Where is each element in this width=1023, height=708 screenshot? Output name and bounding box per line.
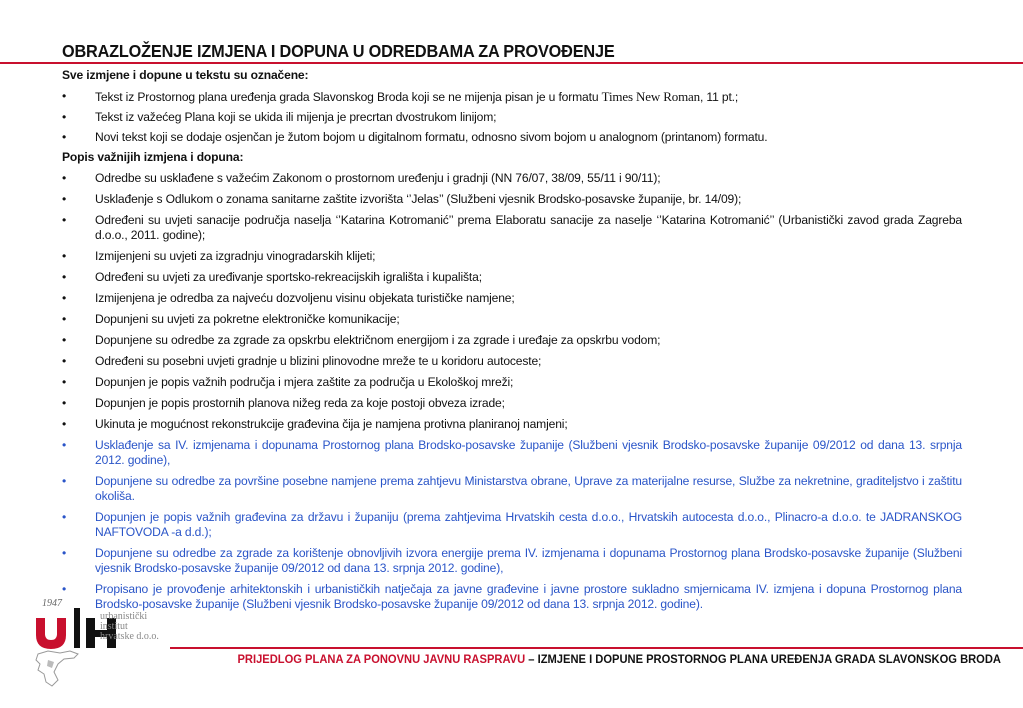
list-item-new: [62, 438, 962, 468]
bullet-icon: •: [62, 438, 67, 452]
logo-text: [100, 612, 159, 642]
bullet-icon: •: [62, 130, 67, 144]
list-item: [62, 130, 962, 145]
list-item: [62, 270, 962, 285]
list-item-text: Ukinuta je mogućnost rekonstrukcije građevina čija je namjena protivna planiranoj namjeni;: [95, 417, 568, 431]
list-item-text: Određeni su uvjeti sanacije područja naselja ‘’Katarina Kotromanić’’ prema Elaboratu sanacije za naselje ‘’Katarina Kotromanić’’ (Urbanistički zavod grada Zagreba d.o.o., 2011. godine);: [95, 213, 962, 242]
bullet-icon: •: [62, 510, 67, 524]
list-item-text: Odredbe su usklađene s važećim Zakonom o prostornom uređenju i gradnji (NN 76/07, 38/09, 55/11 i 90/11);: [95, 171, 661, 185]
list-item: [62, 291, 962, 306]
bullet-icon: •: [62, 333, 67, 347]
bullet-icon: •: [62, 110, 67, 124]
list-item-text: Izmijenjeni su uvjeti za izgradnju vinogradarskih klijeti;: [95, 249, 376, 263]
list-item-text: Dopunjen je popis važnih područja i mjera zaštite za područja u Ekološkoj mreži;: [95, 375, 514, 389]
list-item: [62, 417, 962, 432]
bullet-icon: •: [62, 375, 67, 389]
list-item-new: [62, 474, 962, 504]
list-item-text: Novi tekst koji se dodaje osjenčan je žutom bojom u digitalnom formatu, odnosno sivom bojom u analognom (printanom) formatu.: [95, 130, 768, 144]
list-item-text: Izmijenjena je odredba za najveću dozvoljenu visinu objekata turističke namjene;: [95, 291, 515, 305]
bullet-icon: •: [62, 417, 67, 431]
list-item-text: Dopunjene su odredbe za zgrade za opskrbu električnom energijom i za zgrade i uređaje za opskrbu vodom;: [95, 333, 661, 347]
list-item-text: Dopunjene su odredbe za površine posebne namjene prema zahtjevu Ministarstva obrane, Uprave za materijalne resurse, Službe za nekretnine, graditeljstvo i zaštitu okoliša.: [95, 474, 962, 503]
bullet-icon: •: [62, 192, 67, 206]
list-item-new: [62, 510, 962, 540]
list-item: [62, 249, 962, 264]
bullet-icon: •: [62, 546, 67, 560]
list-item-new: [62, 582, 962, 612]
footer: [237, 652, 1001, 666]
logo-text-line: institut: [100, 621, 128, 632]
list-item-text: Dopunjene su odredbe za zgrade za korištenje obnovljivih izvora energije prema IV. izmjenama i dopunama Prostornog plana Brodsko-posavske županije (Službeni vjesnik Brodsko-posavske županije 09/2012 od dana 13. srpnja 2012. godine),: [95, 546, 962, 575]
list-item: [62, 354, 962, 369]
list-item-text: Određeni su posebni uvjeti gradnje u blizini plinovodne mreže te u koridoru autoceste;: [95, 354, 542, 368]
list-item-text: Dopunjeni su uvjeti za pokretne elektroničke komunikacije;: [95, 312, 400, 326]
section-heading-changes: Popis važnijih izmjena i dopuna:: [62, 150, 244, 164]
bullet-icon: •: [62, 89, 67, 103]
list-item-text: Usklađenje s Odlukom o zonama sanitarne zaštite izvorišta ‘’Jelas’’ (Službeni vjesnik Brodsko-posavske županije, br. 14/09);: [95, 192, 742, 206]
markings-list: [62, 89, 962, 145]
logo-year: 1947: [42, 598, 62, 609]
list-item: [62, 89, 962, 105]
list-item: [62, 333, 962, 348]
footer-status: PRIJEDLOG PLANA ZA PONOVNU JAVNU RASPRAVU: [237, 652, 526, 666]
title-divider: [0, 62, 1023, 64]
list-item-text: Usklađenje sa IV. izmjenama i dopunama Prostornog plana Brodsko-posavske županije (Službeni vjesnik Brodsko-posavske županije 09/2012 od dana 13. srpnja 2012. godine),: [95, 438, 962, 467]
bullet-icon: •: [62, 291, 67, 305]
font-name-text: Times New Roman: [601, 89, 700, 104]
logo-text-line: hrvatske d.o.o.: [100, 631, 159, 642]
list-item: [62, 192, 962, 207]
list-item-text: , 11 pt.;: [700, 90, 739, 104]
logo-text-line: urbanistički: [100, 611, 148, 622]
list-item-text: Dopunjen je popis prostornih planova nižeg reda za koje postoji obveza izrade;: [95, 396, 505, 410]
list-item-text: Dopunjen je popis važnih građevina za državu i županiju (prema zahtjevima Hrvatskih cesta d.o.o., Hrvatskih autocesta d.o.o., Plinacro-a d.o.o. te JADRANSKOG NAFTOVODA -a d.d.);: [95, 510, 962, 539]
list-item-text: Propisano je provođenje arhitektonskih i urbanističkih natječaja za javne građevine i javne prostore sukladno smjernicama IV. izmjena i dopuna Prostornog plana Brodsko-posavske županije (Službeni vjesnik Brodsko-posavske županije 09/2012 od dana 13. srpnja 2012. godine).: [95, 582, 962, 611]
bullet-icon: •: [62, 474, 67, 488]
bullet-icon: •: [62, 582, 67, 596]
changes-list: [62, 171, 962, 612]
list-item: [62, 213, 962, 243]
bullet-icon: •: [62, 213, 67, 227]
list-item: [62, 396, 962, 411]
footer-divider: [170, 647, 1023, 649]
bullet-icon: •: [62, 249, 67, 263]
bullet-icon: •: [62, 396, 67, 410]
list-item-new: [62, 546, 962, 576]
list-item: [62, 375, 962, 390]
list-item: [62, 312, 962, 327]
bullet-icon: •: [62, 171, 67, 185]
section-heading-markings: Sve izmjene i dopune u tekstu su označene:: [62, 68, 309, 82]
list-item-text: Tekst iz Prostornog plana uređenja grada Slavonskog Broda koji se ne mijenja pisan je u formatu: [95, 90, 602, 104]
document-body: [62, 68, 962, 618]
bullet-icon: •: [62, 270, 67, 284]
list-item-text: Određeni su uvjeti za uređivanje sportsko-rekreacijskih igrališta i kupališta;: [95, 270, 482, 284]
list-item: [62, 171, 962, 186]
footer-document-title: – IZMJENE I DOPUNE PROSTORNOG PLANA UREĐENJA GRADA SLAVONSKOG BRODA: [525, 652, 1001, 666]
uih-logo: [30, 598, 160, 698]
bullet-icon: •: [62, 354, 67, 368]
bullet-icon: •: [62, 312, 67, 326]
list-item-text: Tekst iz važećeg Plana koji se ukida ili mijenja je precrtan dvostrukom linijom;: [95, 110, 497, 124]
list-item: [62, 110, 962, 125]
page-title: OBRAZLOŽENJE IZMJENA I DOPUNA U ODREDBAMA ZA PROVOĐENJE: [62, 41, 615, 61]
